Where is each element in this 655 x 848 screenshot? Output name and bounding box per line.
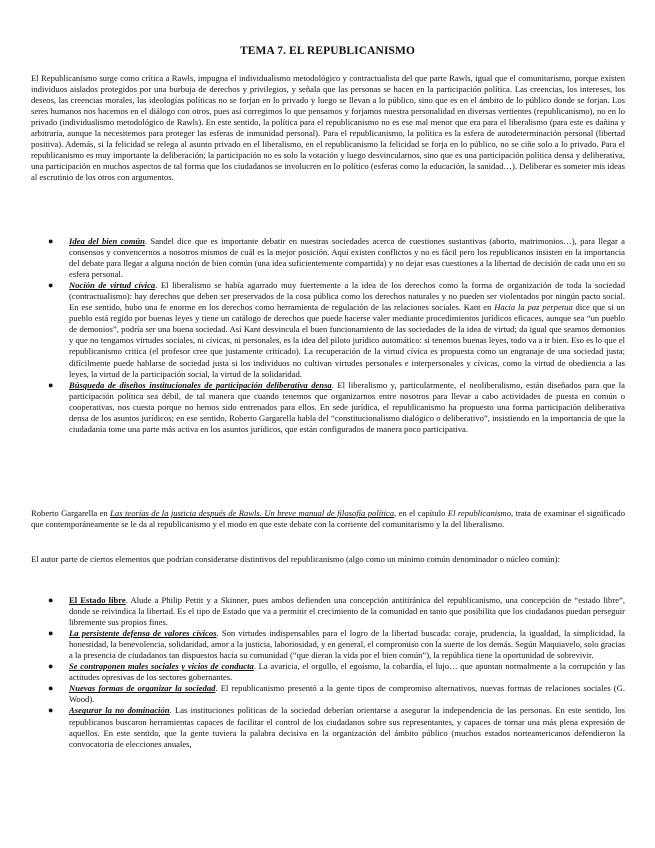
autor-paragraph: El autor parte de ciertos elementos que podrían considerarse distintivos del republicanismo (algo como un mínimo común denominador o núcleo común): (31, 554, 560, 564)
document-title: TEMA 7. EL REPUBLICANISMO (239, 45, 416, 57)
list-item-bien-comun (31, 236, 625, 280)
item-term: Idea del bien común (69, 236, 145, 246)
paragraph-text: Roberto Gargarella en (31, 508, 111, 518)
chapter-title: El republicanismo (447, 508, 512, 518)
item-text: . Las instituciones políticas de la sociedad deberían orientarse a asegurar la independencia de las personas. En este sentido, los republicanos buscaron herramientas capaces de facilitar el control de los ciudadanos sobre sus representantes, y capaces de tornar una más plena expresión de aquellos. En este sentido, que la gente tuviera la palabra decisiva en la organización del ámbito público (muchos estados norteamericanos defendieron la convocatoria de elecciones anuales, (69, 705, 626, 749)
gargarella-paragraph (31, 508, 625, 530)
bullet-icon: ● (48, 628, 54, 639)
item-text: . El liberalismo y, particularmente, el neoliberalismo, están diseñados para que la participación política sea débil, de tal manera que cuando tenemos que organizarnos entre nosotros para llevar a cabo actividades de puesta en común o cooperativas, nos cuesta porque no hemos sido entrenados para ellos. En sede jurídica, el republicanismo ha propuesto una forma participación deliberativa densa de los asuntos jurídicos; en ese sentido, Roberto Gargarella habla del “constitucionalismo dialógico o deliberativo”, insistiendo en la importancia de que la ciudadanía tome una parte más activa en los asuntos jurídicos, que están configurados de manera poco participativa. (69, 379, 625, 434)
list-item-males-sociales (31, 661, 625, 683)
paragraph-text: , trata de examinar el significado que contemporáneamente se le da al republicanismo y el modo en que este debate con la corriente del comunitarismo y la del liberalismo. (31, 508, 625, 530)
list-item-no-dominacion (31, 705, 625, 749)
item-text: . Son virtudes indispensables para el logro de la libertad buscada: coraje, prudencia, la igualdad, la simplicidad, la honestidad, la benevolencia, solidaridad, amor a la justicia, laboriosidad, y en general, el compromiso con la suerte de los demás. Según Maquiavelo, solo gracias a la presencia de ciudadanos tan dispuestos hacia su comunidad (“que dieran la vida por el bien común”), la república tiene la oportunidad de sobrevivir. (69, 628, 625, 661)
concepts-list (31, 236, 625, 435)
bullet-icon: ● (48, 705, 54, 716)
list-item-nuevas-formas (31, 683, 625, 705)
bullet-icon: ● (48, 379, 54, 390)
item-term: La persistente defensa de valores cívicos (69, 628, 217, 639)
item-term: Noción de virtud cívica (69, 280, 156, 291)
bullet-icon: ● (48, 661, 54, 672)
item-term: Asegurar la no dominación (69, 705, 170, 716)
item-text: . El republicanismo presentó a la gente tipos de compromiso alternativos, nuevas formas de relaciones sociales (G. Wood). (69, 683, 626, 705)
item-term: Búsqueda de diseños institucionales de participación deliberativa densa (69, 379, 332, 390)
list-item-virtud-civica (31, 280, 625, 379)
list-item-valores-civicos (31, 628, 625, 661)
work-title: Hacia la paz perpetua (494, 302, 573, 313)
item-text: dice que si un pueblo está regido por buenas leyes y tiene un catálogo de derechos que puede hacerse valer mediante procedimientos jurídicos eficaces, aunque sea “un pueblo de demonios”, podría ser una buena sociedad. Así Kant desvincula el buen funcionamiento de las sociedades de la idea de virtud; da igual que seamos demonios y que no tengamos virtudes sociales, ni cívicas, ni personales, es la idea del piloto jurídico automático: si tenemos buenas leyes, todo va a ir bien. Eso es lo que el republicanismo critica (el profesor cree que justamente criticado). La recuperación de la virtud cívica es propuesta como un engranaje de una sociedad justa; difícilmente puede hablarse de sociedad justa si los individuos no cultivan virtudes personales e interpersonales y cívicas, como la virtud de obediencia a las leyes, la virtud de la participación social, la virtud de la solidaridad. (69, 302, 625, 379)
bullet-icon: ● (48, 236, 54, 246)
item-term: El Estado libre (69, 595, 126, 605)
bullet-icon: ● (48, 280, 54, 291)
item-text: . El liberalismo se había agarrado muy fuertemente a la idea de los derechos como la forma de organización de toda la sociedad (contractualismo): hay derechos que deben ser preservados de la cosa pública como los derechos naturales y no pueden ser violentados por ningún pacto social. En ese sentido, hubo una fe enorme en los derechos como herramienta de regulación de las relaciones sociales. Kant en (69, 280, 625, 313)
list-item-diseno-institucional (31, 380, 625, 435)
item-text: . Sandel dice que es importante debatir en nuestras sociedades acerca de cuestiones sustantivas (aborto, matrimonios…), para llegar a consensos y convencernos a nosotros mismos de cuál es la mejor posición. Aquí existen conflictos y no es fácil pero los republicanos insisten en la importancia del debate para llegar a alguna noción de bien común (una idea suficientemente compartida) y no dejar esas cuestiones a la libertad de decisión de cada uno en su esfera personal. (69, 236, 625, 280)
elements-list (31, 595, 625, 750)
list-item-estado-libre (31, 595, 625, 628)
paragraph-text: , en el capítulo (394, 508, 448, 518)
item-term: Se contraponen males sociales y vicios de conducta (69, 661, 254, 672)
item-term: Nuevas formas de organizar la sociedad (69, 683, 216, 694)
bullet-icon: ● (48, 683, 54, 694)
item-text: . La avaricia, el orgullo, el egoísmo, la cobardía, el lujo… que apuntan normalmente a la corrupción y las actitudes opresivas de los sectores gobernantes. (69, 661, 625, 683)
item-text: . Alude a Philip Pettit y a Skinner, pues ambos defienden una concepción antitiránica del republicanismo, una concepción de “estado libre”, donde se reivindica la libertad. Es el tipo de Estado que va a permitir el crecimiento de la comunidad en tanto que posibilita que los ciudadanos puedan perseguir libremente sus propios fines. (69, 595, 625, 628)
intro-paragraph: El Republicanismo surge como crítica a Rawls, impugna el individualismo metodológico y contractualista del que parte Rawls, igual que el comunitarismo, porque existen individuos aislados protegidos por una burbuja de derechos y privilegios, y señala que las personas se hacen en la participación política. Las creencias, los intereses, los deseos, las creencias morales, las ideologías políticas no se forjan en lo privado y luego se llevan a lo público, sino que es en el ámbito de lo público donde se forjan. Los seres humanos nos hacemos en el diálogo con otros, pues así corregimos lo que pensamos y forjamos nuestra personalidad en diversas vertientes (republicanismo), no en lo privado (individualismo metodológico de Rawls). En este sentido, la política para el republicanismo no es ese mal menor que era para el liberalismo (para este es dañina y arbitraria, aunque la necesitemos para proteger las esferas de inmunidad personal). Para el republicanismo, la política es la esfera de autodeterminación personal (libertad positiva). Además, si la felicidad se relega al asunto privado en el liberalismo, en el republicanismo la felicidad se forja en lo público, no se ciñe solo a lo privado. Para el republicanismo es muy importante la deliberación; la participación no es solo la votación y luego desvincularnos, sino que es una participación política densa y deliberativa, una participación en muchos aspectos de tal forma que los ciudadanos se involucren en lo político (esferas como la educación, la sanidad…). Deliberar es someter mis ideas al escrutinio de los otros con argumentos. (31, 73, 625, 183)
bullet-icon: ● (48, 595, 54, 605)
book-title: Las teorías de la justicia después de Rawls. Un breve manual de filosofía política (110, 508, 395, 518)
